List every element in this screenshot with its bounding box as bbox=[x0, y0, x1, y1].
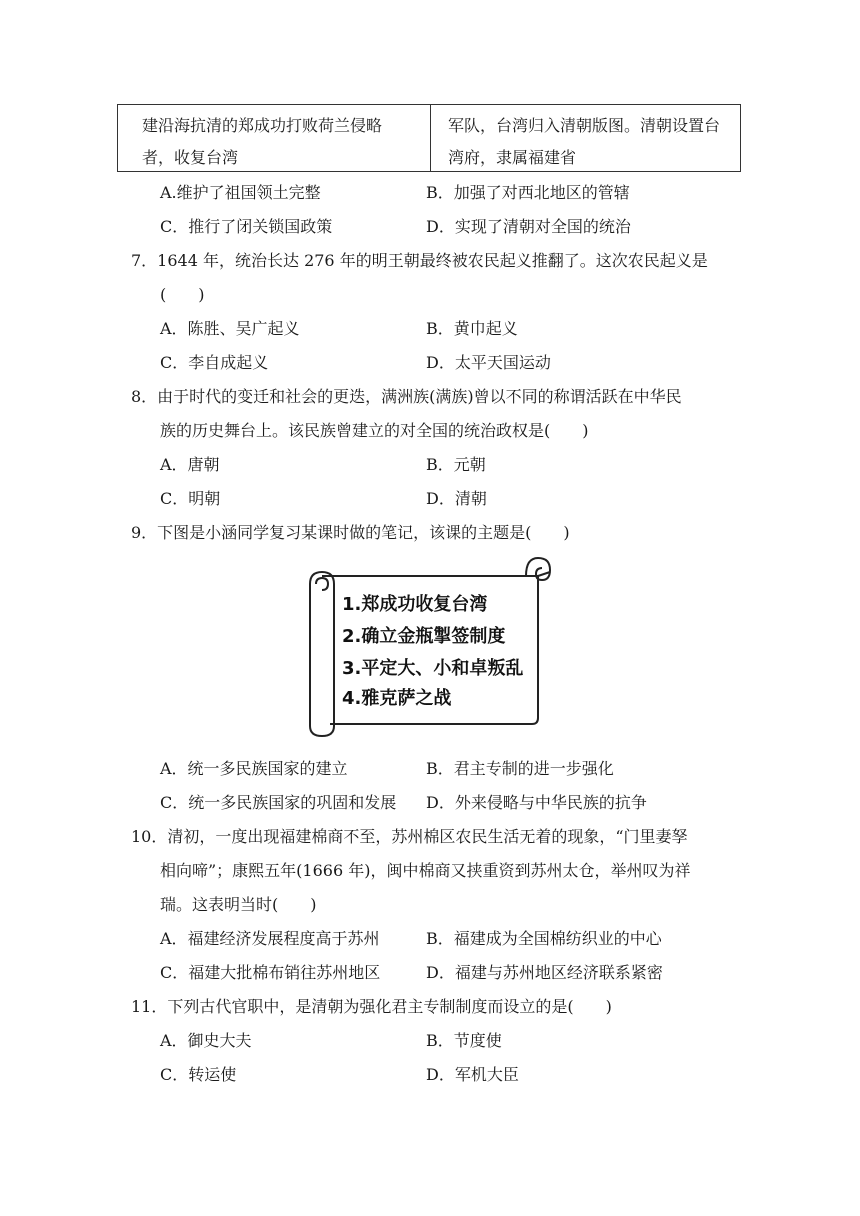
q11-option-c[interactable]: C．转运使 bbox=[160, 1065, 237, 1084]
continued-table bbox=[117, 104, 741, 172]
q9-option-c[interactable]: C．统一多民族国家的巩固和发展 bbox=[160, 793, 397, 812]
q10-stem-line-1: 10．清初，一度出现福建棉商不至，苏州棉区农民生活无着的现象，“门里妻孥 bbox=[131, 827, 688, 846]
q9-option-d[interactable]: D．外来侵略与中华民族的抗争 bbox=[426, 793, 647, 812]
q10-option-a[interactable]: A．福建经济发展程度高于苏州 bbox=[160, 929, 380, 948]
q6-option-b[interactable]: B．加强了对西北地区的管辖 bbox=[426, 183, 630, 202]
q7-option-a[interactable]: A．陈胜、吴广起义 bbox=[160, 319, 300, 338]
q7-option-d[interactable]: D．太平天国运动 bbox=[426, 353, 551, 372]
table-left-line-2: 者，收复台湾 bbox=[142, 148, 239, 167]
notes-scroll-figure bbox=[300, 550, 556, 738]
q10-option-c[interactable]: C．福建大批棉布销往苏州地区 bbox=[160, 963, 381, 982]
q7-option-b[interactable]: B．黄巾起义 bbox=[426, 319, 518, 338]
note-item-4: 4.雅克萨之战 bbox=[342, 688, 452, 709]
q7-answer-blank: ( ) bbox=[160, 285, 205, 304]
q7-stem-line-1: 7．1644 年，统治长达 276 年的明王朝最终被农民起义推翻了。这次农民起义是 bbox=[131, 251, 708, 270]
q11-option-b[interactable]: B．节度使 bbox=[426, 1031, 502, 1050]
q6-option-d[interactable]: D．实现了清朝对全国的统治 bbox=[426, 217, 631, 236]
q8-stem-line-2: 族的历史舞台上。该民族曾建立的对全国的统治政权是( ) bbox=[160, 421, 589, 440]
table-left-line-1: 建沿海抗清的郑成功打败荷兰侵略 bbox=[142, 116, 383, 135]
q8-stem-line-1: 8．由于时代的变迁和社会的更迭，满洲族(满族)曾以不同的称谓活跃在中华民 bbox=[131, 387, 682, 406]
note-item-2: 2.确立金瓶掣签制度 bbox=[342, 626, 506, 647]
table-right-line-1: 军队，台湾归入清朝版图。清朝设置台 bbox=[448, 116, 721, 135]
table-column-divider bbox=[430, 105, 431, 171]
q8-option-d[interactable]: D．清朝 bbox=[426, 489, 487, 508]
q10-option-b[interactable]: B．福建成为全国棉纺织业的中心 bbox=[426, 929, 662, 948]
q11-option-d[interactable]: D．军机大臣 bbox=[426, 1065, 519, 1084]
q7-option-c[interactable]: C．李自成起义 bbox=[160, 353, 269, 372]
q9-option-b[interactable]: B．君主专制的进一步强化 bbox=[426, 759, 614, 778]
q10-option-d[interactable]: D．福建与苏州地区经济联系紧密 bbox=[426, 963, 663, 982]
table-right-line-2: 湾府，隶属福建省 bbox=[448, 148, 577, 167]
q8-option-b[interactable]: B．元朝 bbox=[426, 455, 486, 474]
q11-option-a[interactable]: A．御史大夫 bbox=[160, 1031, 252, 1050]
note-item-3: 3.平定大、小和卓叛乱 bbox=[342, 658, 524, 679]
q9-option-a[interactable]: A．统一多民族国家的建立 bbox=[160, 759, 348, 778]
q6-option-a[interactable]: A.维护了祖国领土完整 bbox=[160, 183, 321, 202]
q8-option-c[interactable]: C．明朝 bbox=[160, 489, 221, 508]
q8-option-a[interactable]: A．唐朝 bbox=[160, 455, 220, 474]
q11-stem-line-1: 11．下列古代官职中，是清朝为强化君主专制制度而设立的是( ) bbox=[131, 997, 612, 1016]
q6-option-c[interactable]: C．推行了闭关锁国政策 bbox=[160, 217, 333, 236]
q10-stem-line-2: 相向啼”；康熙五年(1666 年)，闽中棉商又挟重资到苏州太仓，举州叹为祥 bbox=[160, 861, 691, 880]
q10-stem-line-3: 瑞。这表明当时( ) bbox=[160, 895, 317, 914]
note-item-1: 1.郑成功收复台湾 bbox=[342, 594, 488, 615]
q9-stem-line-1: 9．下图是小涵同学复习某课时做的笔记，该课的主题是( ) bbox=[131, 523, 570, 542]
